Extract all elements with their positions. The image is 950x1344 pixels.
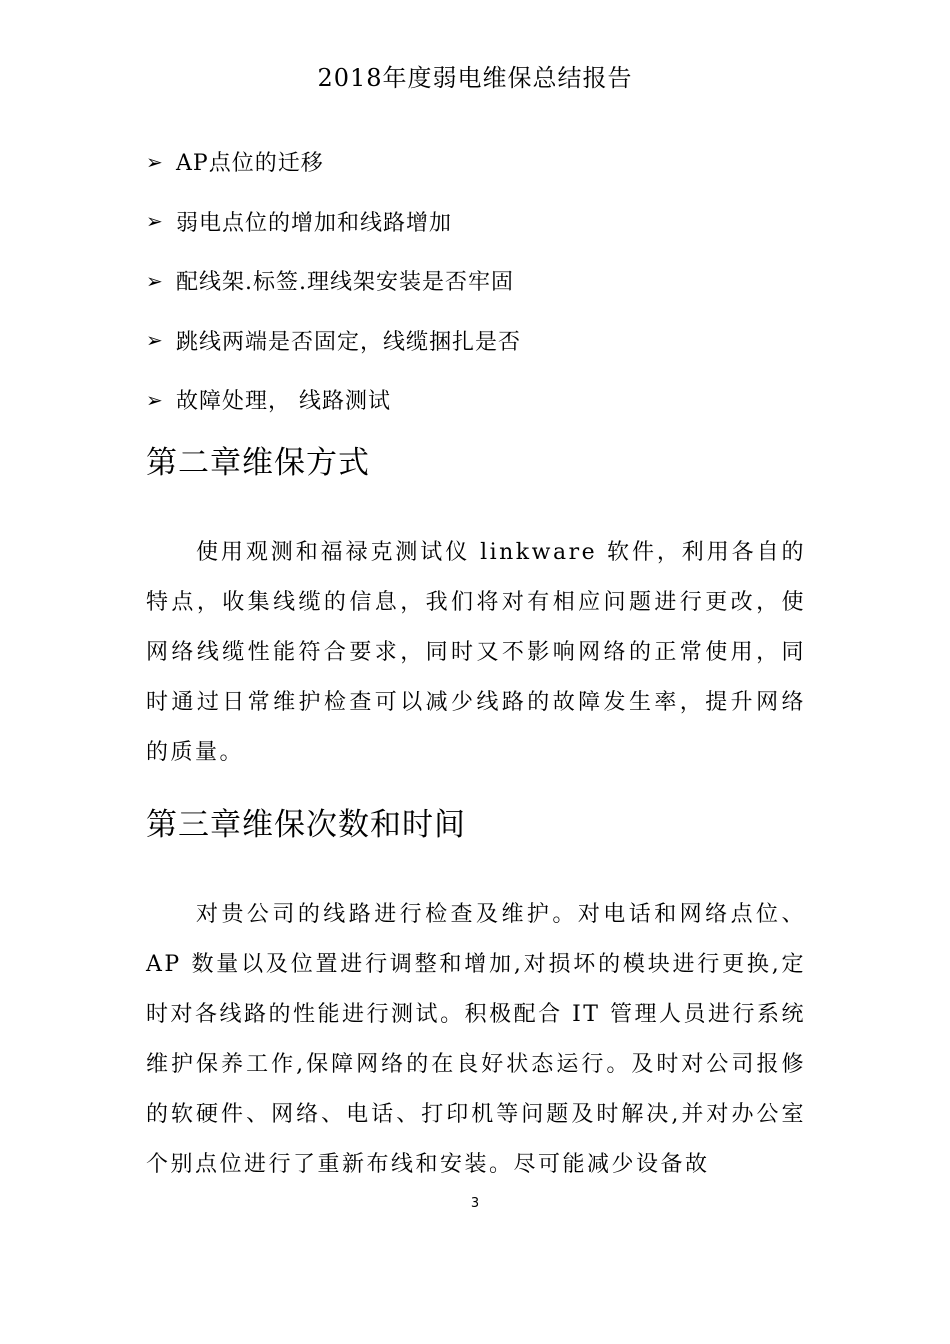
- arrow-bullet-icon: ➢: [146, 209, 164, 234]
- bullet-item: [146, 251, 826, 311]
- bullet-text: 故障处理， 线路测试: [176, 389, 391, 415]
- chapter-2-paragraph: 使用观测和福禄克测试仪 linkware 软件，利用各自的特点，收集线缆的信息，我们将对有相应问题进行更改，使网络线缆性能符合要求，同时又不影响网络的正常使用，同时通过日常维护检查可以减少线路的故障发生率，提升网络的质量。: [146, 540, 806, 765]
- bullet-text: AP点位的迁移: [176, 151, 324, 177]
- bullet-item: [146, 370, 826, 430]
- bullet-item: [146, 132, 826, 192]
- chapter-3-paragraph: 对贵公司的线路进行检查及维护。对电话和网络点位、AP 数量以及位置进行调整和增加,对损坏的模块进行更换,定时对各线路的性能进行测试。积极配合 IT 管理人员进行系统维护保养工作,保障网络的在良好状态运行。及时对公司报修的软硬件、网络、电话、打印机等问题及时解决,并对办公室个别点位进行了重新布线和安装。尽可能减少设备故: [146, 902, 806, 1177]
- chapter-3-heading: 第三章维保次数和时间: [146, 807, 466, 843]
- bullet-text: 弱电点位的增加和线路增加: [176, 210, 453, 236]
- document-header-title: 2018年度弱电维保总结报告: [317, 64, 633, 92]
- arrow-bullet-icon: ➢: [146, 268, 164, 293]
- bullet-item: [146, 192, 826, 252]
- arrow-bullet-icon: ➢: [146, 328, 164, 353]
- arrow-bullet-icon: ➢: [146, 149, 164, 174]
- chapter-2-heading: 第二章维保方式: [146, 445, 370, 481]
- bullet-text: 跳线两端是否固定，线缆捆扎是否: [176, 329, 522, 355]
- bullet-text: 配线架.标签.理线架安装是否牢固: [176, 270, 514, 296]
- bullet-list: [146, 132, 826, 430]
- arrow-bullet-icon: ➢: [146, 387, 164, 412]
- bullet-item: [146, 311, 826, 371]
- page-number: 3: [470, 1196, 480, 1211]
